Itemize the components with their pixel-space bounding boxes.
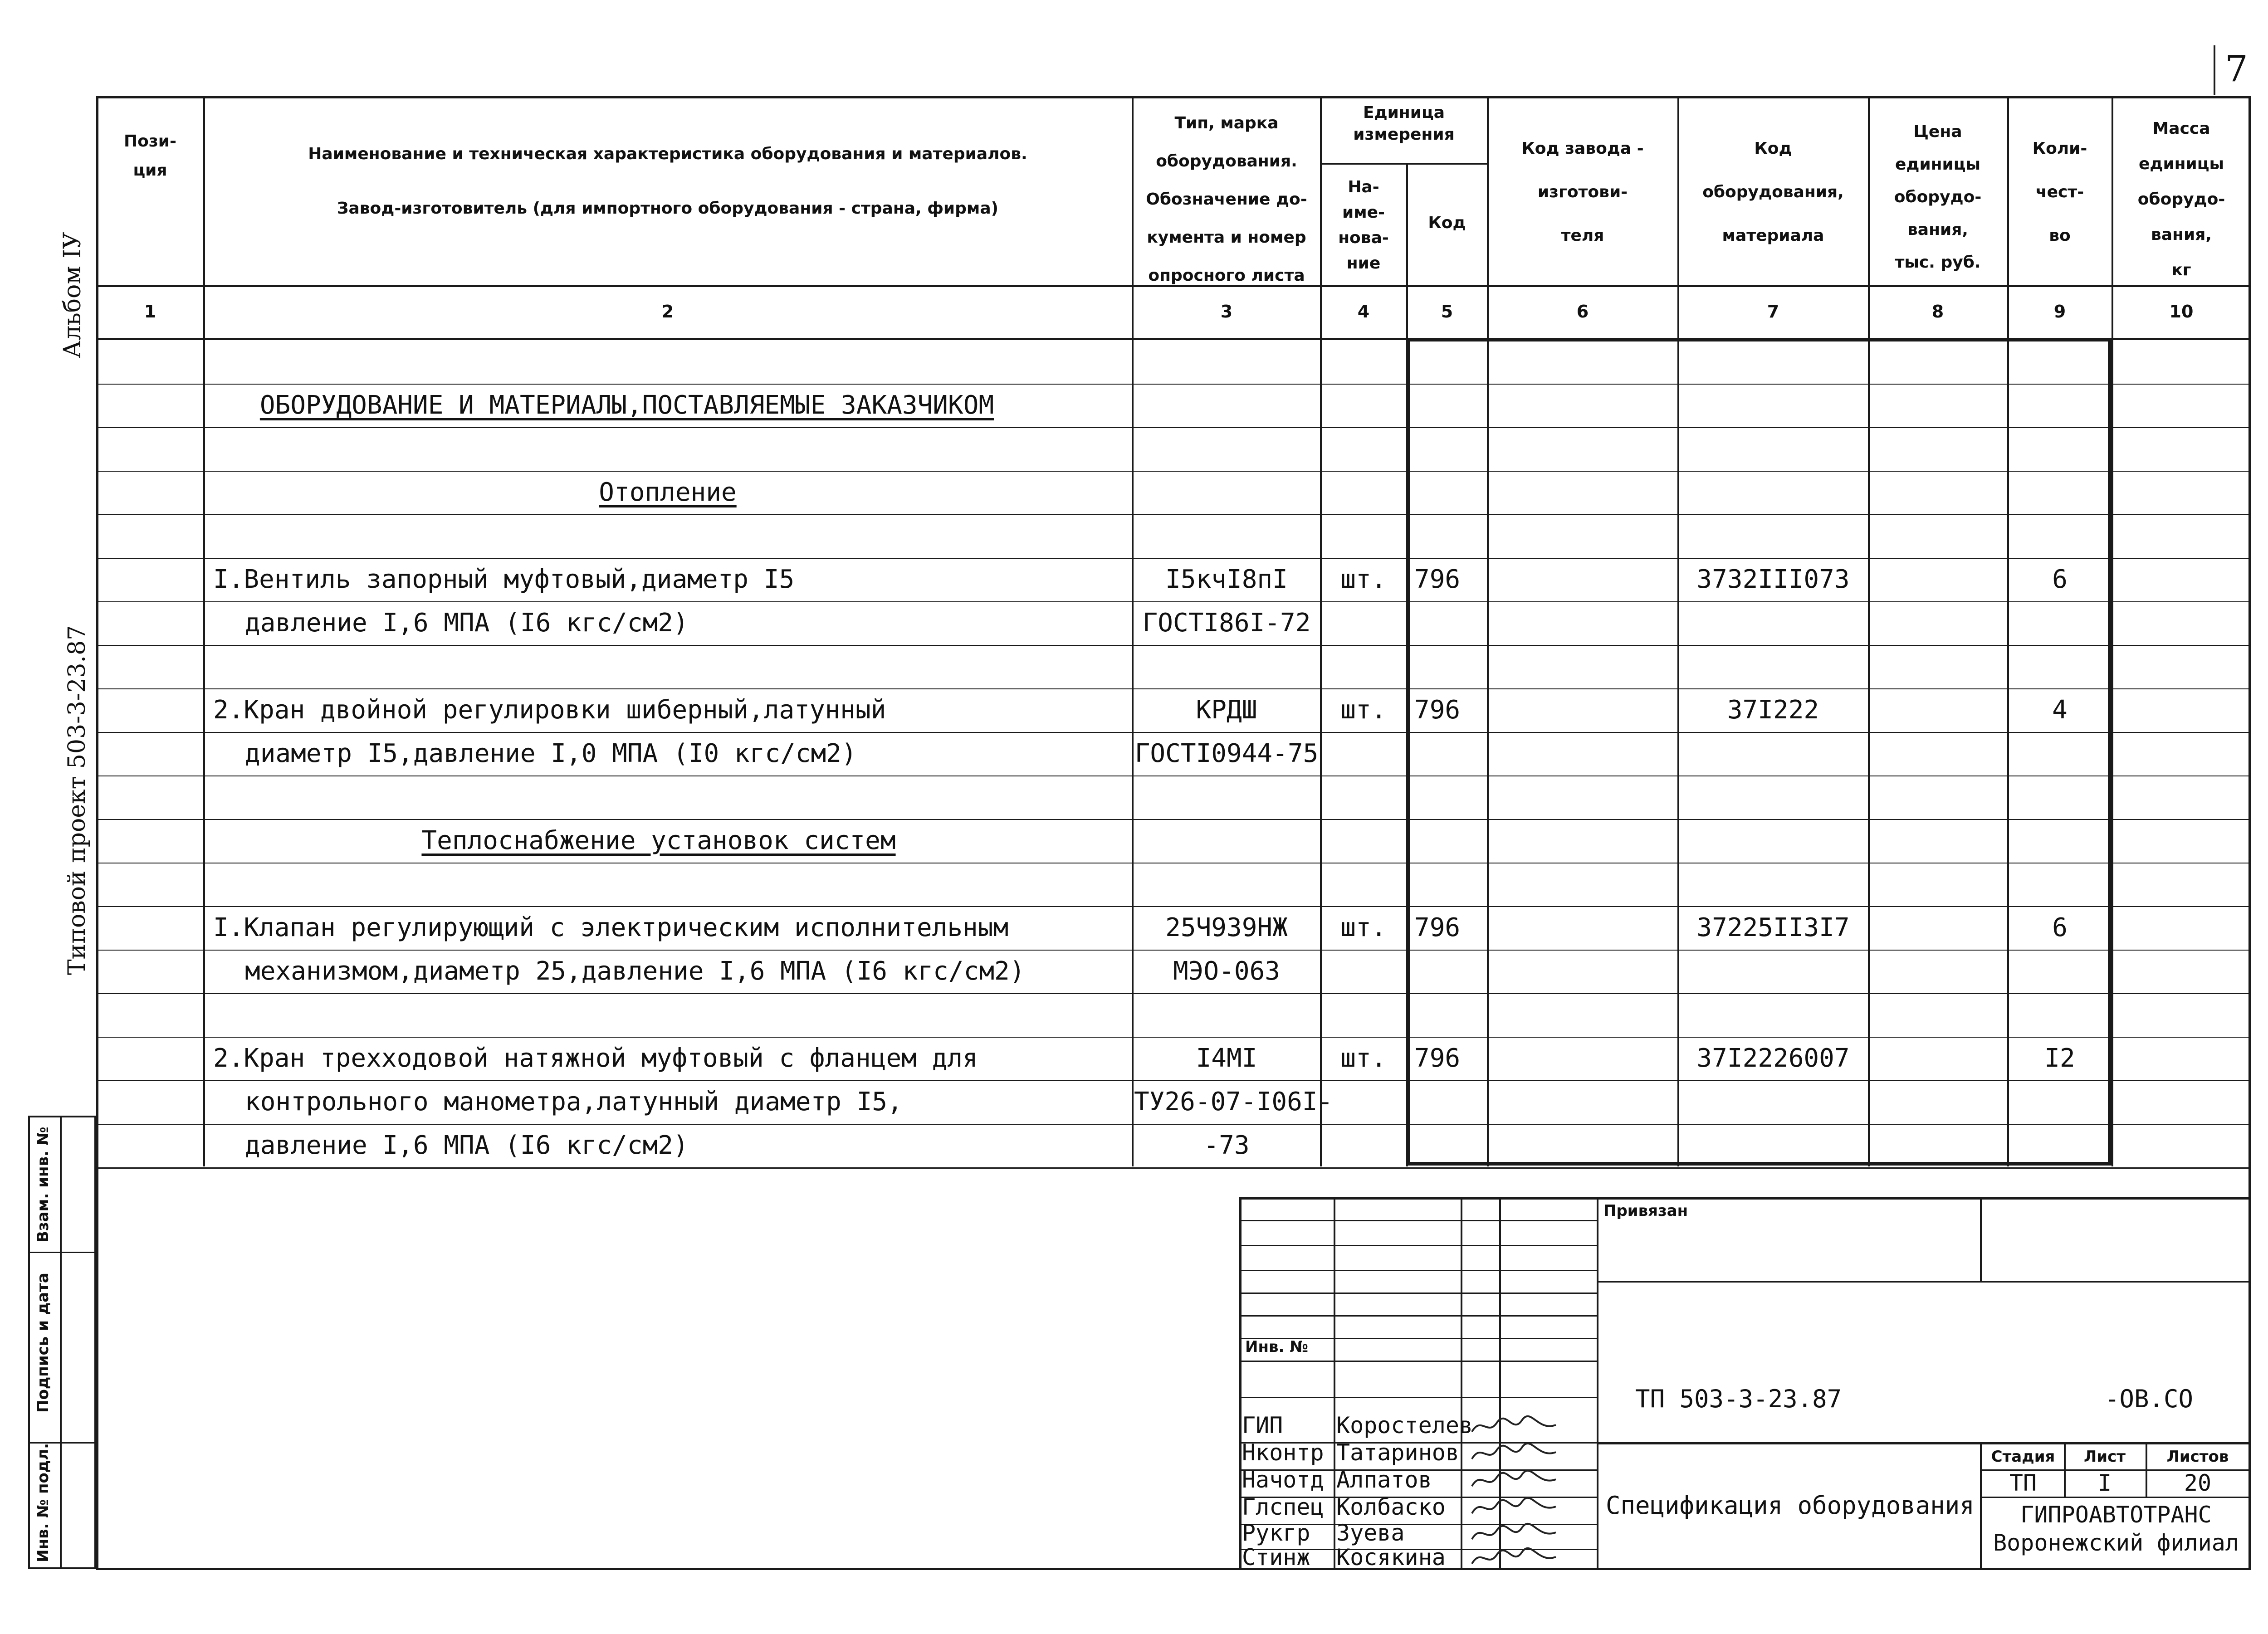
signer-name-0: Коростелев bbox=[1336, 1412, 1473, 1439]
row-5-equip: 3732III073 bbox=[1696, 565, 1850, 594]
row-3-name: Отопление bbox=[599, 478, 737, 507]
row-16-qty: I2 bbox=[2044, 1044, 2075, 1073]
row-8-unit: шт. bbox=[1340, 695, 1387, 725]
header-name-line1: Наименование и техническая характеристика оборудования и материалов. bbox=[308, 145, 1027, 163]
signature-scribble-4 bbox=[1470, 1521, 1560, 1546]
sheets-value: 20 bbox=[2184, 1470, 2212, 1496]
stamp-label-vzam: Взам. инв. № bbox=[34, 1127, 52, 1243]
row-divider bbox=[96, 514, 2251, 515]
header-factory-code: Код завода - изготови- теля bbox=[1521, 139, 1644, 245]
colnum-3: 3 bbox=[1220, 302, 1233, 322]
colnum-1: 1 bbox=[144, 302, 156, 322]
doc-title: Спецификация оборудования bbox=[1606, 1491, 1975, 1520]
row-1-name: ОБОРУДОВАНИЕ И МАТЕРИАЛЫ,ПОСТАВЛЯЕМЫЕ ЗАКАЗЧИКОМ bbox=[259, 390, 994, 420]
row-divider bbox=[96, 993, 2251, 994]
row-16-name: 2.Кран трехходовой натяжной муфтовый с фланцем для bbox=[213, 1044, 978, 1073]
row-5-name: I.Вентиль запорный муфтовый,диаметр I5 bbox=[213, 565, 795, 594]
signer-name-5: Косякина bbox=[1336, 1544, 1446, 1571]
header-mass: Масса единицы оборудо- вания, кг bbox=[2137, 119, 2225, 279]
table-end-line bbox=[96, 1167, 2251, 1169]
header-name-line2: Завод-изготовитель (для импортного оборудования - страна, фирма) bbox=[337, 199, 999, 218]
row-16-unit: шт. bbox=[1340, 1044, 1387, 1073]
signer-name-1: Татаринов bbox=[1336, 1439, 1459, 1466]
stamp-label-podpis: Подпись и дата bbox=[34, 1273, 52, 1413]
row-16-type: I4МI bbox=[1196, 1044, 1257, 1073]
row-5-code: 796 bbox=[1414, 565, 1461, 594]
signature-scribble-1 bbox=[1470, 1441, 1560, 1466]
sheet-label: Лист bbox=[2084, 1448, 2126, 1466]
inv-no-label: Инв. № bbox=[1245, 1338, 1309, 1356]
tb-line bbox=[1239, 1397, 1597, 1398]
row-14-name: механизмом,диаметр 25,давление I,6 МПА (I6 кгс/см2) bbox=[245, 956, 1025, 986]
doc-code: ТП 503-3-23.87 bbox=[1635, 1385, 1842, 1413]
tb-line bbox=[1597, 1197, 1598, 1570]
row-8-equip: 37I222 bbox=[1727, 695, 1819, 725]
header-quantity: Коли- чест- во bbox=[2032, 139, 2087, 245]
col-line bbox=[203, 96, 205, 1166]
signer-name-2: Алпатов bbox=[1336, 1467, 1432, 1493]
row-13-type: 25Ч939НЖ bbox=[1165, 913, 1288, 942]
role-1: Нконтр bbox=[1242, 1439, 1324, 1466]
signature-scribble-5 bbox=[1470, 1546, 1560, 1571]
unit-subheader-rule bbox=[1320, 163, 1488, 165]
colnum-8: 8 bbox=[1931, 302, 1944, 322]
tb-line bbox=[1980, 1197, 1982, 1281]
role-3: Глспец bbox=[1242, 1494, 1324, 1520]
stamp-label-inv: Инв. № подл. bbox=[34, 1443, 52, 1562]
tb-line bbox=[1597, 1442, 2251, 1444]
row-18-type: -73 bbox=[1203, 1131, 1250, 1160]
tb-line bbox=[1239, 1220, 1597, 1221]
signer-name-3: Колбаско bbox=[1336, 1494, 1446, 1520]
privyazan-label: Привязан bbox=[1603, 1202, 1688, 1220]
page-number: 7 bbox=[2225, 48, 2248, 90]
row-13-qty: 6 bbox=[2052, 913, 2068, 942]
role-2: Начотд bbox=[1242, 1467, 1324, 1493]
header-unit: Единица измерения bbox=[1353, 103, 1455, 144]
row-6-name: давление I,6 МПА (I6 кгс/см2) bbox=[245, 608, 689, 638]
row-13-code: 796 bbox=[1414, 913, 1461, 942]
signature-scribble-2 bbox=[1470, 1468, 1560, 1493]
row-8-qty: 4 bbox=[2052, 695, 2068, 725]
row-16-equip: 37I2226007 bbox=[1696, 1044, 1850, 1073]
sheet-value: I bbox=[2097, 1470, 2112, 1496]
colnum-9: 9 bbox=[2053, 302, 2066, 322]
colnum-4: 4 bbox=[1357, 302, 1370, 322]
tb-line bbox=[1597, 1281, 2251, 1283]
stage-value: ТП bbox=[2009, 1470, 2037, 1496]
colnum-2: 2 bbox=[661, 302, 674, 322]
colnum-5: 5 bbox=[1441, 302, 1453, 322]
header-unit-code: Код bbox=[1428, 214, 1466, 232]
tb-line bbox=[1239, 1361, 1597, 1362]
row-14-type: МЭО-063 bbox=[1173, 956, 1280, 986]
project-label: Типовой проект 503-3-23.87 bbox=[64, 625, 91, 975]
tb-line bbox=[1239, 1245, 1597, 1246]
sheets-label: Листов bbox=[2166, 1448, 2229, 1466]
row-8-name: 2.Кран двойной регулировки шиберный,латунный bbox=[213, 695, 886, 725]
colnum-7: 7 bbox=[1767, 302, 1779, 322]
row-13-name: I.Клапан регулирующий с электрическим исполнительным bbox=[213, 913, 1009, 942]
tb-line bbox=[1239, 1293, 1597, 1294]
row-17-name: контрольного манометра,латунный диаметр I5, bbox=[245, 1087, 903, 1117]
header-equipment-code: Код оборудования, материала bbox=[1702, 139, 1844, 245]
signature-scribble-3 bbox=[1470, 1495, 1560, 1520]
row-5-unit: шт. bbox=[1340, 565, 1387, 594]
colnum-10: 10 bbox=[2169, 302, 2194, 322]
signature-scribble-0 bbox=[1470, 1414, 1560, 1439]
row-9-type: ГОСТI0944-75 bbox=[1134, 739, 1319, 768]
tb-line bbox=[1980, 1497, 2251, 1498]
stamp-line bbox=[28, 1252, 96, 1253]
row-18-name: давление I,6 МПА (I6 кгс/см2) bbox=[245, 1131, 689, 1160]
row-17-type: ТУ26-07-I06I- bbox=[1134, 1087, 1333, 1117]
row-13-equip: 37225II3I7 bbox=[1696, 913, 1850, 942]
doc-suffix: -ОВ.СО bbox=[2105, 1385, 2194, 1413]
row-6-type: ГОСТI86I-72 bbox=[1142, 608, 1311, 638]
row-5-type: I5кчI8пI bbox=[1165, 565, 1288, 594]
tb-line bbox=[1980, 1442, 1982, 1570]
header-position: Пози- ция bbox=[124, 132, 176, 180]
row-8-type: КРДШ bbox=[1196, 695, 1257, 725]
role-5: Стинж bbox=[1242, 1544, 1310, 1571]
row-5-qty: 6 bbox=[2052, 565, 2068, 594]
signer-name-4: Зуева bbox=[1336, 1520, 1405, 1546]
row-8-code: 796 bbox=[1414, 695, 1461, 725]
album-label: Альбом IУ bbox=[59, 232, 86, 358]
tb-line bbox=[1334, 1197, 1335, 1570]
tb-line bbox=[1239, 1270, 1597, 1271]
row-divider bbox=[96, 645, 2251, 646]
header-price: Цена единицы оборудо- вания, тыс. руб. bbox=[1894, 122, 1982, 272]
page-number-divider bbox=[2214, 45, 2215, 95]
tb-line bbox=[1239, 1315, 1597, 1317]
role-0: ГИП bbox=[1242, 1412, 1283, 1439]
role-4: Рукгр bbox=[1242, 1520, 1310, 1546]
frame-bottom bbox=[96, 1568, 1239, 1570]
stamp-divider bbox=[60, 1116, 62, 1569]
row-9-name: диаметр I5,давление I,0 МПА (I0 кгс/см2) bbox=[245, 739, 857, 768]
org-line1: ГИПРОАВТОТРАНС bbox=[2020, 1502, 2212, 1528]
org-line2: Воронежский филиал bbox=[1993, 1530, 2239, 1556]
row-16-code: 796 bbox=[1414, 1044, 1461, 1073]
row-13-unit: шт. bbox=[1340, 913, 1387, 942]
row-divider bbox=[96, 427, 2251, 428]
header-unit-name: На- име- нова- ние bbox=[1338, 178, 1389, 273]
stage-label: Стадия bbox=[1991, 1448, 2055, 1466]
header-type: Тип, марка оборудования. Обозначение до- кумента и номер опросного листа bbox=[1146, 114, 1307, 285]
colnum-6: 6 bbox=[1576, 302, 1589, 322]
tb-line bbox=[1461, 1197, 1462, 1570]
row-11-name: Теплоснабжение установок систем bbox=[421, 826, 896, 855]
